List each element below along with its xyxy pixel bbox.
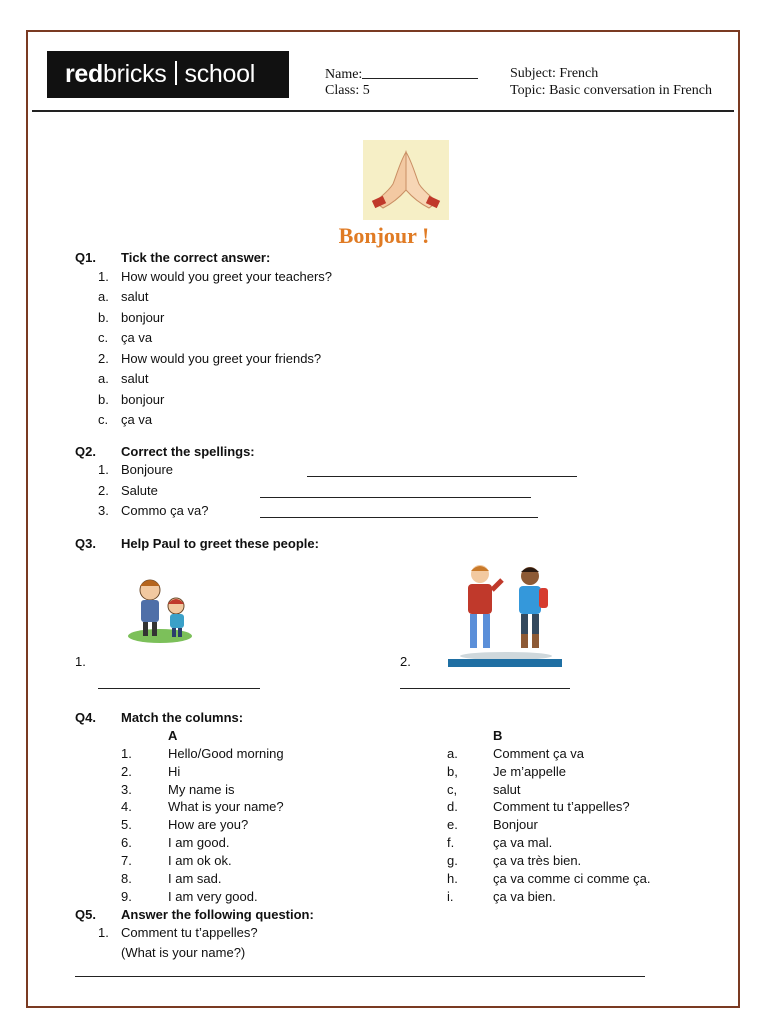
school-logo: redbricks school (47, 51, 289, 98)
subject-label: Subject: French (510, 66, 599, 81)
q1-item-marker: a. (98, 371, 109, 386)
match-column-b-item: Comment tu t’appelles? (493, 799, 630, 814)
topic-label: Topic: Basic conversation in French (510, 83, 712, 98)
match-row-letter: f. (447, 835, 455, 850)
q1-item-marker: b. (98, 310, 109, 325)
q1-item-marker: c. (98, 412, 109, 427)
q3-heading: Help Paul to greet these people: (121, 536, 319, 551)
boy-greeting-grandfather-illustration (120, 570, 200, 646)
match-row-letter: e. (447, 817, 458, 832)
match-row-number: 6. (121, 835, 132, 850)
match-column-b-item: Bonjour (493, 817, 538, 832)
match-column-a-item: Hello/Good morning (168, 746, 284, 761)
q2-item-text: Bonjoure (121, 462, 174, 477)
q1-item-text: salut (121, 371, 149, 386)
q2-item-text: Commo ça va? (121, 503, 209, 518)
match-row-number: 8. (121, 871, 132, 886)
match-column-b-item: Comment ça va (493, 746, 585, 761)
match-column-a-item: I am good. (168, 835, 230, 850)
match-row-number: 3. (121, 782, 132, 797)
match-column-b-item: ça va comme ci comme ça. (493, 871, 651, 886)
column-b-header: B (493, 728, 503, 743)
q2-item-marker: 1. (98, 462, 109, 477)
q5-translation: (What is your name?) (121, 945, 246, 960)
answer-line (400, 688, 570, 689)
match-row-number: 5. (121, 817, 132, 832)
match-row-number: 9. (121, 889, 132, 904)
q1-item-marker: 1. (98, 269, 109, 284)
q1-item-text: ça va (121, 330, 153, 345)
answer-line (98, 688, 260, 689)
q2-item-text: Salute (121, 483, 158, 498)
q1-number: Q1. (75, 250, 96, 265)
q1-item-marker: a. (98, 289, 109, 304)
match-row-letter: c, (447, 782, 458, 797)
q2-number: Q2. (75, 444, 96, 459)
match-row-number: 1. (121, 746, 132, 761)
answer-line (260, 517, 538, 518)
match-column-b-item: Je m’appelle (493, 764, 566, 779)
q2-item-marker: 3. (98, 503, 109, 518)
match-column-a-item: I am sad. (168, 871, 222, 886)
q1-item-text: How would you greet your friends? (121, 351, 322, 366)
match-row-letter: i. (447, 889, 454, 904)
page-title: Bonjour ! (338, 223, 430, 248)
answer-line (75, 976, 645, 977)
match-column-a-item: Hi (168, 764, 181, 779)
namaste-hands-icon (363, 140, 449, 220)
class-label: Class: 5 (325, 83, 370, 98)
q1-item-text: How would you greet your teachers? (121, 269, 333, 284)
q1-item-text: salut (121, 289, 149, 304)
q1-item-text: bonjour (121, 310, 165, 325)
q1-heading: Tick the correct answer: (121, 250, 271, 265)
q3-picture-1-label: 1. (75, 654, 86, 669)
match-column-a-item: My name is (168, 782, 235, 797)
name-field: Name: (325, 66, 478, 83)
q5-heading: Answer the following question: (121, 907, 314, 922)
q1-item-marker: 2. (98, 351, 109, 366)
answer-line (307, 476, 577, 477)
q3-picture-2-label: 2. (400, 654, 411, 669)
match-column-b-item: ça va mal. (493, 835, 553, 850)
q2-heading: Correct the spellings: (121, 444, 255, 459)
match-row-letter: g. (447, 853, 458, 868)
q5-number: Q5. (75, 907, 96, 922)
match-column-b-item: salut (493, 782, 521, 797)
q5-item-marker: 1. (98, 925, 109, 940)
answer-line (260, 497, 531, 498)
match-column-a-item: I am very good. (168, 889, 258, 904)
q4-number: Q4. (75, 710, 96, 725)
match-row-letter: h. (447, 871, 458, 886)
two-boys-waving-illustration (448, 558, 562, 668)
match-column-a-item: What is your name? (168, 799, 284, 814)
match-row-letter: b, (447, 764, 458, 779)
match-column-b-item: ça va bien. (493, 889, 556, 904)
header-divider (32, 110, 734, 112)
column-a-header: A (168, 728, 178, 743)
q1-item-text: bonjour (121, 392, 165, 407)
q5-question: Comment tu t’appelles? (121, 925, 258, 940)
q1-item-marker: c. (98, 330, 109, 345)
match-row-letter: d. (447, 799, 458, 814)
match-row-number: 4. (121, 799, 132, 814)
q3-number: Q3. (75, 536, 96, 551)
match-column-a-item: I am ok ok. (168, 853, 232, 868)
q2-item-marker: 2. (98, 483, 109, 498)
q4-heading: Match the columns: (121, 710, 244, 725)
q1-item-text: ça va (121, 412, 153, 427)
q1-item-marker: b. (98, 392, 109, 407)
match-row-number: 2. (121, 764, 132, 779)
match-row-number: 7. (121, 853, 132, 868)
match-column-b-item: ça va très bien. (493, 853, 582, 868)
match-column-a-item: How are you? (168, 817, 249, 832)
match-row-letter: a. (447, 746, 458, 761)
